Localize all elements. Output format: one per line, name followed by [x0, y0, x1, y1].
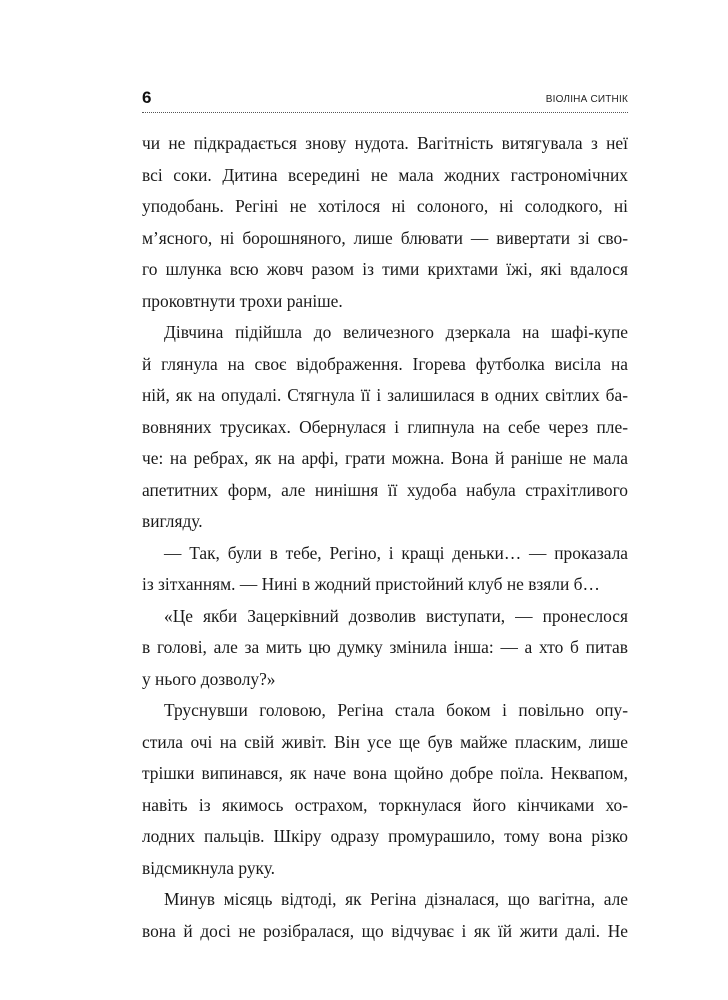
text-line: апетитних форм, але нинішня її худоба набула страхітливого — [142, 479, 628, 500]
page-number: 6 — [142, 88, 152, 107]
text-line: трішки випинався, як наче вона щойно добре поїла. Неквапом, — [142, 763, 628, 783]
text-line: чи не підкрадається знову нудота. Вагітність витягувала з неї — [142, 133, 628, 153]
text-line: «Це якби Зацерківний дозволив виступати, — пронеслося — [164, 605, 628, 626]
paragraph — [142, 128, 628, 317]
text-line: всі соки. Дитина всередині не мала жодних гастрономічних — [142, 164, 628, 185]
text-line: уподобань. Регіні не хотілося ні солоного, ні солодкого, ні — [142, 196, 628, 216]
paragraph — [142, 695, 628, 884]
text-line: че: на ребрах, як на арфі, грати можна. Вона й раніше не мала — [142, 448, 628, 468]
text-line: м’ясного, ні борошняного, лише блювати — вивертати зі сво- — [142, 227, 628, 248]
body-text — [142, 128, 628, 947]
header-dotted-rule — [142, 112, 628, 113]
text-line: у нього дозволу?» — [142, 668, 276, 689]
text-line: навіть із якимось острахом, торкнулася його кінчиками хо- — [142, 794, 628, 815]
text-line: проковтнути трохи раніше. — [142, 290, 343, 311]
text-line: відсмикнула руку. — [142, 857, 276, 878]
text-line: Дівчина підійшла до величезного дзеркала на шафі-купе — [164, 322, 628, 342]
text-line: Труснувши головою, Регіна стала боком і повільно опу- — [164, 700, 628, 720]
text-line: лодних пальців. Шкіру одразу промурашило, тому вона різко — [142, 826, 628, 846]
text-line: вовняних трусиках. Обернулася і глипнула на себе через пле- — [142, 416, 628, 437]
text-line: го шлунка всю жовч разом із тими крихтами їжі, які вдалося — [142, 259, 628, 279]
paragraph — [142, 601, 628, 696]
text-line: Минув місяць відтоді, як Регіна дізналася, що вагітна, але — [164, 889, 628, 909]
text-line: вона й досі не розібралася, що відчуває і як їй жити далі. Не — [142, 920, 628, 941]
paragraph — [142, 317, 628, 538]
text-line: й глянула на своє відображення. Ігорева футболка висіла на — [142, 353, 628, 374]
paragraph — [142, 538, 628, 601]
text-line: стила очі на свій живіт. Він усе ще був майже пласким, лише — [142, 731, 628, 752]
text-line: вигляду. — [142, 511, 203, 531]
text-line: ній, як на опудалі. Стягнула її і залишилася в одних світлих ба- — [142, 385, 628, 405]
running-head-author: ВІОЛІНА СИТНІК — [545, 94, 628, 105]
page-header — [142, 88, 628, 110]
paragraph — [142, 884, 628, 947]
text-line: — Так, були в тебе, Регіно, і кращі деньки… — проказала — [164, 542, 628, 563]
text-line: в голові, але за мить цю думку змінила інша: — а хто б питав — [142, 637, 628, 657]
text-line: із зітханням. — Нині в жодний пристойний клуб не взяли б… — [142, 574, 600, 594]
